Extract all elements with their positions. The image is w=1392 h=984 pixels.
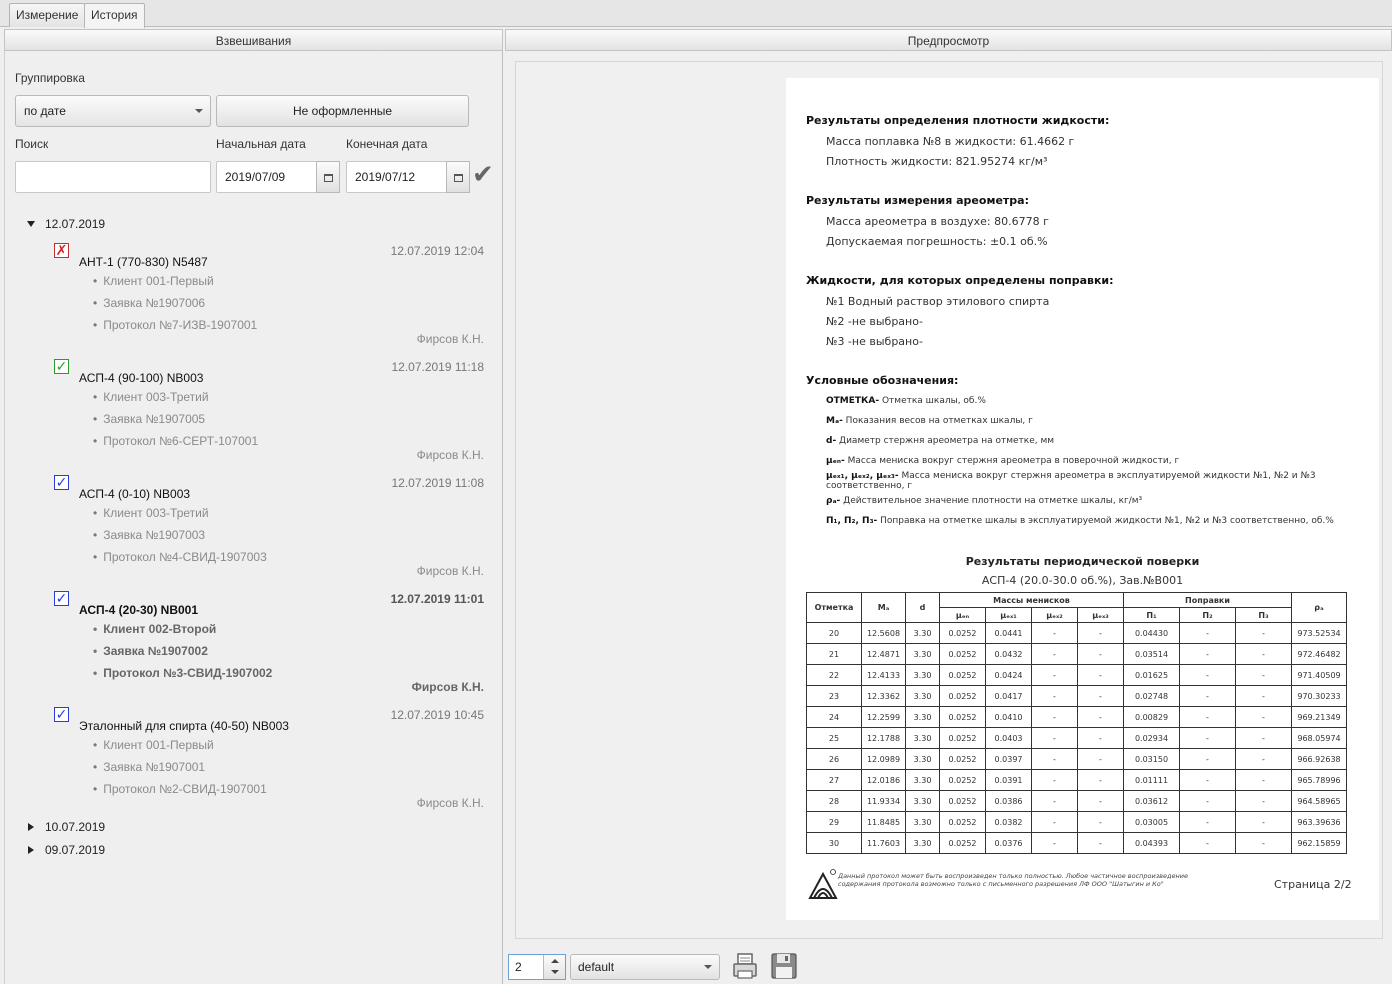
- table-row: [807, 812, 1347, 833]
- table-cell: -: [1236, 812, 1292, 833]
- end-date-picker-button[interactable]: [446, 161, 470, 193]
- table-cell: 0.0252: [940, 770, 986, 791]
- table-cell: 0.0417: [986, 686, 1032, 707]
- col-header: Мₐ: [862, 593, 906, 623]
- company-logo: [808, 868, 838, 900]
- table-cell: -: [1236, 833, 1292, 854]
- col-header: Поправки: [1124, 593, 1292, 608]
- doc-section-title: Результаты определения плотности жидкости:: [806, 114, 1110, 127]
- table-cell: -: [1032, 665, 1078, 686]
- table-cell: 971.40509: [1292, 665, 1347, 686]
- table-cell: -: [1236, 644, 1292, 665]
- table-row: [807, 791, 1347, 812]
- table-cell: 0.03150: [1124, 749, 1180, 770]
- table-cell: 0.02934: [1124, 728, 1180, 749]
- table-cell: 11.7603: [862, 833, 906, 854]
- table-cell: 11.9334: [862, 791, 906, 812]
- expand-right-icon[interactable]: [28, 823, 34, 831]
- table-cell: 0.0386: [986, 791, 1032, 812]
- table-cell: 28: [807, 791, 862, 812]
- doc-line: Масса ареометра в воздухе: 80.6778 г: [826, 215, 1049, 228]
- table-cell: -: [1078, 770, 1124, 791]
- table-cell: 0.03612: [1124, 791, 1180, 812]
- table-cell: -: [1180, 644, 1236, 665]
- table-cell: 12.5608: [862, 623, 906, 644]
- table-cell: -: [1032, 770, 1078, 791]
- legend-item: Мₐ- Показания весов на отметках шкалы, г: [826, 416, 1033, 426]
- preview-panel: [505, 51, 1392, 984]
- table-cell: 962.15859: [1292, 833, 1347, 854]
- entry-order: • Заявка №1907002: [93, 644, 208, 658]
- scale-value: default: [578, 960, 615, 974]
- search-label: Поиск: [15, 137, 49, 151]
- col-header: П₃: [1236, 608, 1292, 623]
- col-header: ρₐ: [1292, 593, 1347, 623]
- table-cell: 3.30: [906, 749, 940, 770]
- table-cell: 3.30: [906, 833, 940, 854]
- table-cell: -: [1078, 791, 1124, 812]
- legend-item: μₑₓ₁, μₑₓ₂, μₑₓ₃- Масса мениска вокруг стержня ареометра в эксплуатируемой жидкости №1, №2 и №3 соответственно, г: [826, 471, 1316, 491]
- checked-status-icon[interactable]: ✓: [55, 474, 68, 490]
- table-row: [807, 707, 1347, 728]
- doc-line: №1 Водный раствор этилового спирта: [826, 295, 1050, 308]
- table-cell: 970.30233: [1292, 686, 1347, 707]
- table-cell: 12.3362: [862, 686, 906, 707]
- table-row: [807, 749, 1347, 770]
- verification-table: [806, 592, 1347, 854]
- preview-header: Предпросмотр: [505, 29, 1392, 51]
- table-cell: -: [1236, 707, 1292, 728]
- table-cell: -: [1078, 665, 1124, 686]
- entry-time: 12.07.2019 10:45: [390, 708, 484, 722]
- doc-section-title: Условные обозначения:: [806, 374, 959, 387]
- not-formalized-button[interactable]: Не оформленные: [216, 95, 469, 127]
- table-cell: 0.0252: [940, 623, 986, 644]
- preview-scroll-area[interactable]: [515, 61, 1383, 939]
- entry-protocol: • Протокол №4-СВИД-1907003: [93, 550, 267, 564]
- table-title: Результаты периодической поверки: [965, 555, 1200, 568]
- table-cell: 0.0432: [986, 644, 1032, 665]
- table-cell: -: [1180, 791, 1236, 812]
- table-cell: 0.0441: [986, 623, 1032, 644]
- entry-client: • Клиент 001-Первый: [93, 274, 214, 288]
- table-cell: 3.30: [906, 728, 940, 749]
- table-cell: -: [1180, 833, 1236, 854]
- grouping-label: Группировка: [15, 71, 85, 85]
- entry-order: • Заявка №1907001: [93, 760, 205, 774]
- search-input[interactable]: [15, 161, 211, 193]
- entry-client: • Клиент 002-Второй: [93, 622, 216, 636]
- legend-item: П₁, П₂, П₃- Поправка на отметке шкалы в эксплуатируемой жидкости №1, №2 и №3 соответственно, об.%: [826, 516, 1334, 526]
- table-cell: 3.30: [906, 623, 940, 644]
- entry-client: • Клиент 003-Третий: [93, 390, 209, 404]
- tab-history[interactable]: История: [84, 3, 145, 28]
- entry-time: 12.07.2019 12:04: [390, 244, 484, 258]
- start-date-input[interactable]: 2019/07/09: [216, 161, 318, 193]
- entry-title: АСП-4 (90-100) NB003: [79, 371, 204, 385]
- rejected-status-icon[interactable]: ✗: [55, 242, 68, 258]
- table-cell: 0.0252: [940, 686, 986, 707]
- table-cell: 964.58965: [1292, 791, 1347, 812]
- end-date-input[interactable]: 2019/07/12: [346, 161, 448, 193]
- page-number: Страница 2/2: [1274, 878, 1352, 891]
- doc-line: Плотность жидкости: 821.95274 кг/м³: [826, 155, 1048, 168]
- table-cell: -: [1236, 665, 1292, 686]
- table-cell: -: [1032, 749, 1078, 770]
- table-cell: 26: [807, 749, 862, 770]
- table-cell: 30: [807, 833, 862, 854]
- col-header: μₑₓ₃: [1078, 608, 1124, 623]
- page-spinner-value: 2: [515, 960, 522, 974]
- entry-title: АСП-4 (0-10) NB003: [79, 487, 191, 501]
- entry-client: • Клиент 003-Третий: [93, 506, 209, 520]
- table-cell: 0.03005: [1124, 812, 1180, 833]
- table-cell: 0.0252: [940, 665, 986, 686]
- table-cell: 12.0989: [862, 749, 906, 770]
- table-cell: -: [1032, 707, 1078, 728]
- entry-author: Фирсов К.Н.: [416, 564, 484, 578]
- entry-order: • Заявка №1907003: [93, 528, 205, 542]
- expand-right-icon[interactable]: [28, 846, 34, 854]
- table-cell: -: [1236, 791, 1292, 812]
- entry-protocol: • Протокол №3-СВИД-1907002: [93, 666, 272, 680]
- entry-order: • Заявка №1907005: [93, 412, 205, 426]
- entry-author: Фирсов К.Н.: [416, 332, 484, 346]
- table-cell: 969.21349: [1292, 707, 1347, 728]
- table-cell: 0.0382: [986, 812, 1032, 833]
- table-cell: 3.30: [906, 665, 940, 686]
- table-cell: -: [1032, 728, 1078, 749]
- doc-line: Масса поплавка №8 в жидкости: 61.4662 г: [826, 135, 1075, 148]
- entry-time: 12.07.2019 11:08: [391, 476, 484, 490]
- table-cell: -: [1236, 623, 1292, 644]
- tree-group-date[interactable]: 09.07.2019: [45, 843, 106, 857]
- table-cell: -: [1032, 623, 1078, 644]
- col-header: Отметка: [807, 593, 862, 623]
- table-cell: 0.0391: [986, 770, 1032, 791]
- entry-title: АСП-4 (20-30) NB001: [79, 603, 199, 617]
- table-subtitle: АСП-4 (20.0-30.0 об.%), Зав.№B001: [981, 574, 1184, 587]
- table-cell: 11.8485: [862, 812, 906, 833]
- weighings-header: Взвешивания: [4, 29, 503, 51]
- tab-measurement[interactable]: Измерение: [9, 3, 85, 27]
- entry-client: • Клиент 001-Первый: [93, 738, 214, 752]
- entry-protocol: • Протокол №2-СВИД-1907001: [93, 782, 267, 796]
- table-cell: 0.0252: [940, 812, 986, 833]
- checked-status-icon[interactable]: ✓: [55, 706, 68, 722]
- table-cell: 0.0252: [940, 833, 986, 854]
- table-cell: -: [1236, 749, 1292, 770]
- table-cell: -: [1032, 686, 1078, 707]
- table-cell: -: [1180, 707, 1236, 728]
- table-cell: 0.03514: [1124, 644, 1180, 665]
- table-cell: -: [1078, 812, 1124, 833]
- table-cell: 0.04393: [1124, 833, 1180, 854]
- table-cell: 0.0376: [986, 833, 1032, 854]
- table-cell: 3.30: [906, 707, 940, 728]
- col-header: Массы менисков: [940, 593, 1124, 608]
- scale-select[interactable]: [570, 954, 720, 980]
- table-cell: 968.05974: [1292, 728, 1347, 749]
- table-cell: 3.30: [906, 812, 940, 833]
- entry-title: АНТ-1 (770-830) N5487: [79, 255, 208, 269]
- table-cell: 22: [807, 665, 862, 686]
- chevron-up-icon[interactable]: [551, 959, 559, 963]
- table-cell: 0.0252: [940, 728, 986, 749]
- table-cell: 0.00829: [1124, 707, 1180, 728]
- entry-time: 12.07.2019 11:18: [391, 360, 484, 374]
- tree-group-date[interactable]: 12.07.2019: [45, 217, 106, 231]
- save-icon[interactable]: [769, 951, 799, 981]
- table-row: [807, 728, 1347, 749]
- doc-line: Допускаемая погрешность: ±0.1 об.%: [826, 235, 1048, 248]
- table-cell: 0.0252: [940, 707, 986, 728]
- doc-section-title: Жидкости, для которых определены поправки:: [806, 274, 1114, 287]
- entry-author: Фирсов К.Н.: [411, 680, 484, 694]
- table-row: [807, 623, 1347, 644]
- table-cell: 21: [807, 644, 862, 665]
- table-cell: 12.1788: [862, 728, 906, 749]
- table-cell: -: [1078, 833, 1124, 854]
- col-header: П₂: [1180, 608, 1236, 623]
- table-cell: 20: [807, 623, 862, 644]
- table-cell: -: [1236, 686, 1292, 707]
- table-cell: -: [1032, 644, 1078, 665]
- chevron-down-icon[interactable]: [551, 970, 559, 974]
- calendar-icon: [454, 174, 463, 182]
- table-cell: 12.0186: [862, 770, 906, 791]
- table-cell: 3.30: [906, 770, 940, 791]
- table-cell: 12.4133: [862, 665, 906, 686]
- table-cell: -: [1180, 749, 1236, 770]
- table-cell: -: [1078, 728, 1124, 749]
- table-cell: 963.39636: [1292, 812, 1347, 833]
- entry-author: Фирсов К.Н.: [416, 796, 484, 810]
- table-cell: -: [1180, 686, 1236, 707]
- doc-section-title: Результаты измерения ареометра:: [806, 194, 1029, 207]
- start-date-label: Начальная дата: [216, 137, 306, 151]
- table-cell: 0.01111: [1124, 770, 1180, 791]
- col-header: d: [906, 593, 940, 623]
- table-cell: 0.0410: [986, 707, 1032, 728]
- col-header: μₑₓ₂: [1032, 608, 1078, 623]
- table-cell: -: [1032, 791, 1078, 812]
- table-cell: -: [1032, 833, 1078, 854]
- legend-item: ρₐ- Действительное значение плотности на отметке шкалы, кг/м³: [826, 496, 1143, 506]
- weighing-entry-selected[interactable]: [5, 591, 504, 707]
- grouping-value: по дате: [24, 104, 66, 118]
- table-row: [807, 686, 1347, 707]
- table-cell: -: [1180, 770, 1236, 791]
- approved-status-icon[interactable]: ✓: [55, 358, 68, 374]
- footer-note: Данный протокол может быть воспроизведен только полностью. Любое частичное воспроизведение содержания протокола возможно только с письменного разрешения ЛФ ООО "Шатыгин и Ко": [838, 872, 1188, 888]
- table-cell: 0.01625: [1124, 665, 1180, 686]
- doc-line: №3 -не выбрано-: [826, 335, 923, 348]
- table-row: [807, 833, 1347, 854]
- table-cell: 0.0252: [940, 791, 986, 812]
- table-cell: -: [1180, 665, 1236, 686]
- table-cell: -: [1180, 812, 1236, 833]
- table-cell: 972.46482: [1292, 644, 1347, 665]
- table-row: [807, 770, 1347, 791]
- table-cell: -: [1078, 749, 1124, 770]
- table-cell: 965.78996: [1292, 770, 1347, 791]
- legend-item: d- Диаметр стержня ареометра на отметке, мм: [826, 436, 1055, 446]
- print-icon[interactable]: [730, 951, 760, 981]
- table-cell: 0.0397: [986, 749, 1032, 770]
- table-cell: -: [1180, 623, 1236, 644]
- table-cell: 3.30: [906, 791, 940, 812]
- weighing-entry[interactable]: [5, 475, 504, 591]
- table-cell: 3.30: [906, 686, 940, 707]
- page-spinner[interactable]: [508, 954, 566, 980]
- table-cell: 27: [807, 770, 862, 791]
- doc-line: №2 -не выбрано-: [826, 315, 923, 328]
- table-cell: -: [1180, 728, 1236, 749]
- col-header: μₑₓ₁: [986, 608, 1032, 623]
- table-cell: 24: [807, 707, 862, 728]
- calendar-icon: [324, 174, 333, 182]
- weighing-entry[interactable]: [5, 243, 504, 359]
- tab-bar: [0, 0, 1392, 27]
- table-cell: 0.0252: [940, 749, 986, 770]
- table-cell: 0.02748: [1124, 686, 1180, 707]
- spinner-buttons[interactable]: [543, 955, 565, 979]
- table-cell: 973.52534: [1292, 623, 1347, 644]
- table-row: [807, 644, 1347, 665]
- table-cell: -: [1078, 686, 1124, 707]
- table-cell: 12.2599: [862, 707, 906, 728]
- table-cell: 0.0252: [940, 644, 986, 665]
- weighing-entry[interactable]: [5, 359, 504, 475]
- start-date-picker-button[interactable]: [316, 161, 340, 193]
- entry-protocol: • Протокол №7-ИЗВ-1907001: [93, 318, 257, 332]
- table-cell: 29: [807, 812, 862, 833]
- chevron-down-icon: [195, 109, 203, 113]
- entry-time: 12.07.2019 11:01: [390, 592, 484, 606]
- table-cell: -: [1236, 770, 1292, 791]
- table-cell: 23: [807, 686, 862, 707]
- tree-group-date[interactable]: 10.07.2019: [45, 820, 106, 834]
- entry-author: Фирсов К.Н.: [416, 448, 484, 462]
- table-cell: 0.0424: [986, 665, 1032, 686]
- checked-status-icon[interactable]: ✓: [55, 590, 68, 606]
- table-row: [807, 665, 1347, 686]
- col-header: П₁: [1124, 608, 1180, 623]
- entry-title: Эталонный для спирта (40-50) NB003: [79, 719, 289, 733]
- table-cell: -: [1078, 623, 1124, 644]
- col-header: μₑₙ: [940, 608, 986, 623]
- table-cell: 25: [807, 728, 862, 749]
- weighing-entry[interactable]: [5, 707, 504, 823]
- table-cell: 966.92638: [1292, 749, 1347, 770]
- table-cell: 0.0403: [986, 728, 1032, 749]
- table-cell: 12.4871: [862, 644, 906, 665]
- weighings-panel: [4, 51, 503, 984]
- table-cell: -: [1078, 644, 1124, 665]
- legend-item: ОТМЕТКА- Отметка шкалы, об.%: [826, 396, 986, 406]
- grouping-select[interactable]: [15, 95, 211, 127]
- chevron-down-icon: [704, 965, 712, 969]
- entry-order: • Заявка №1907006: [93, 296, 205, 310]
- legend-item: μₑₙ- Масса мениска вокруг стержня ареометра в поверочной жидкости, г: [826, 456, 1180, 466]
- table-cell: 3.30: [906, 644, 940, 665]
- table-cell: -: [1032, 812, 1078, 833]
- apply-check-icon[interactable]: ✔: [472, 159, 494, 189]
- end-date-label: Конечная дата: [346, 137, 428, 151]
- entry-protocol: • Протокол №6-СЕРТ-107001: [93, 434, 258, 448]
- table-cell: -: [1078, 707, 1124, 728]
- document-page: [786, 78, 1379, 920]
- expand-down-icon[interactable]: [27, 221, 35, 227]
- table-cell: 0.04430: [1124, 623, 1180, 644]
- table-cell: -: [1236, 728, 1292, 749]
